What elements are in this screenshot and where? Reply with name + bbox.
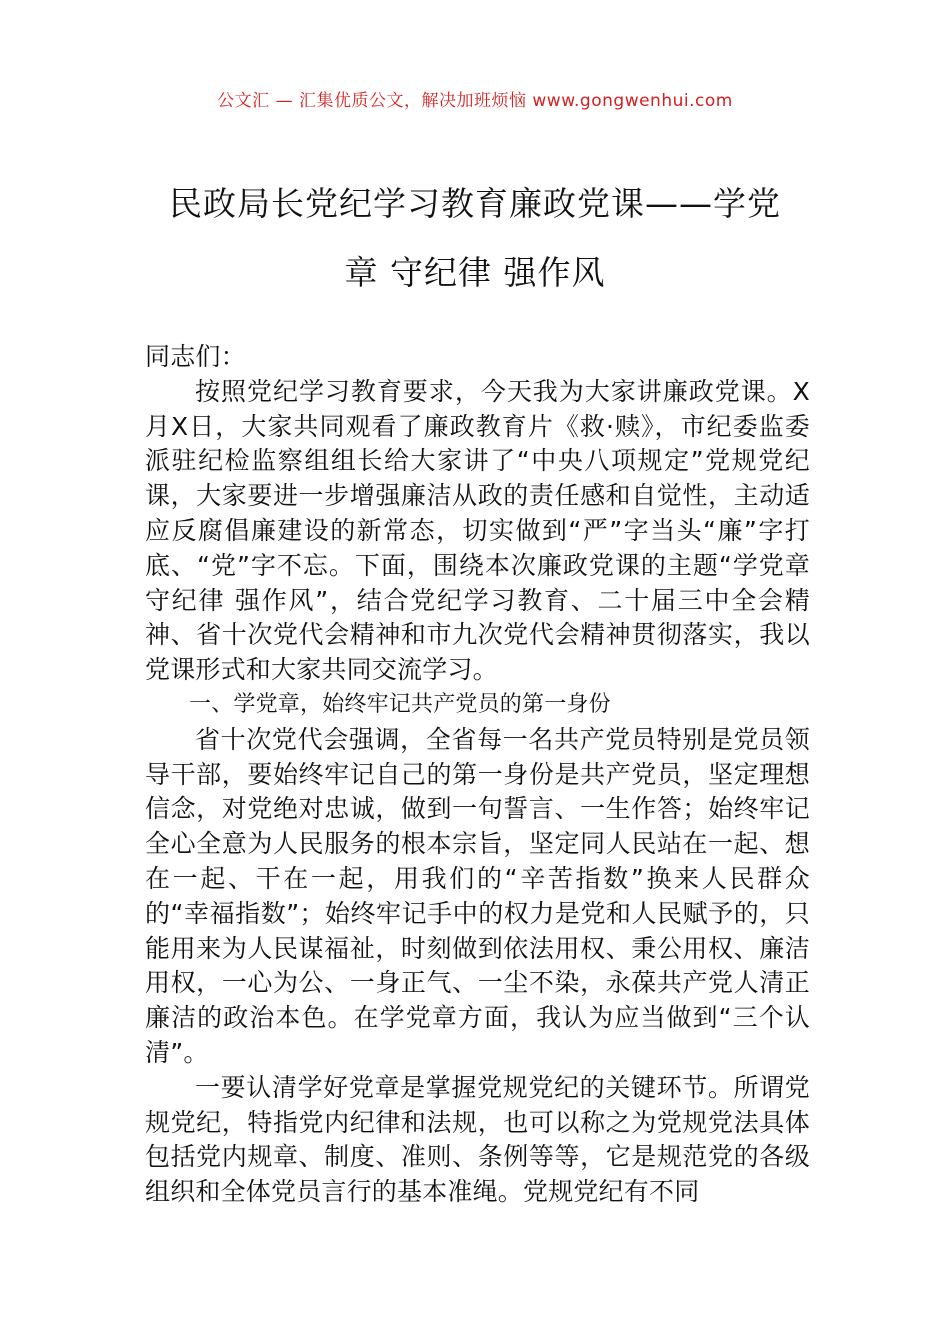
section-paragraph-1: 省十次党代会强调，全省每一名共产党员特别是党员领导干部，要始终牢记自己的第一身份是共产党员，坚定理想信念，对党绝对忠诚，做到一句誓言、一生作答；始终牢记全心全意为人民服务的根本宗旨，坚定同人民站在一起、想在一起、干在一起，用我们的“辛苦指数”换来人民群众的“幸福指数”；始终牢记手中的权力是党和人民赋予的，只能用来为人民谋福祉，时刻做到依法用权、秉公用权、廉洁用权，一心为公、一身正气、一尘不染，永葆共产党人清正廉洁的政治本色。在学党章方面，我认为应当做到“三个认清”。 (145, 724, 810, 1067)
section-heading-1: 一、学党章，始终牢记共产党员的第一身份 (189, 691, 611, 717)
watermark-header: 公文汇 — 汇集优质公文，解决加班烦恼 www.gongwenhui.com (217, 91, 733, 111)
salutation: 同志们： (145, 342, 246, 371)
document-title-line-1: 民政局长党纪学习教育廉政党课——学党 (169, 184, 781, 223)
document-body (145, 340, 810, 1210)
section-paragraph-2: 一要认清学好党章是掌握党规党纪的关键环节。所谓党规党纪，特指党内纪律和法规，也可以称之为党规党法具体包括党内规章、制度、准则、条例等等，它是规范党的各级组织和全体党员言行的基本准绳。党规党纪有不同 (145, 1072, 810, 1207)
document-title-line-2: 章 守纪律 强作风 (344, 253, 606, 292)
intro-paragraph: 按照党纪学习教育要求，今天我为大家讲廉政党课。X月X日，大家共同观看了廉政教育片《救·赎》，市纪委监委派驻纪检监察组组长给大家讲了“中央八项规定”党规党纪课，大家要进一步增强廉洁从政的责任感和自觉性，主动适应反腐倡廉建设的新常态，切实做到“严”字当头“廉”字打底、“党”字不忘。下面，围绕本次廉政党课的主题“学党章 守纪律 强作风”，结合党纪学习教育、二十届三中全会精神、省十次党代会精神和市九次党代会精神贯彻落实，我以党课形式和大家共同交流学习。 (145, 376, 810, 685)
